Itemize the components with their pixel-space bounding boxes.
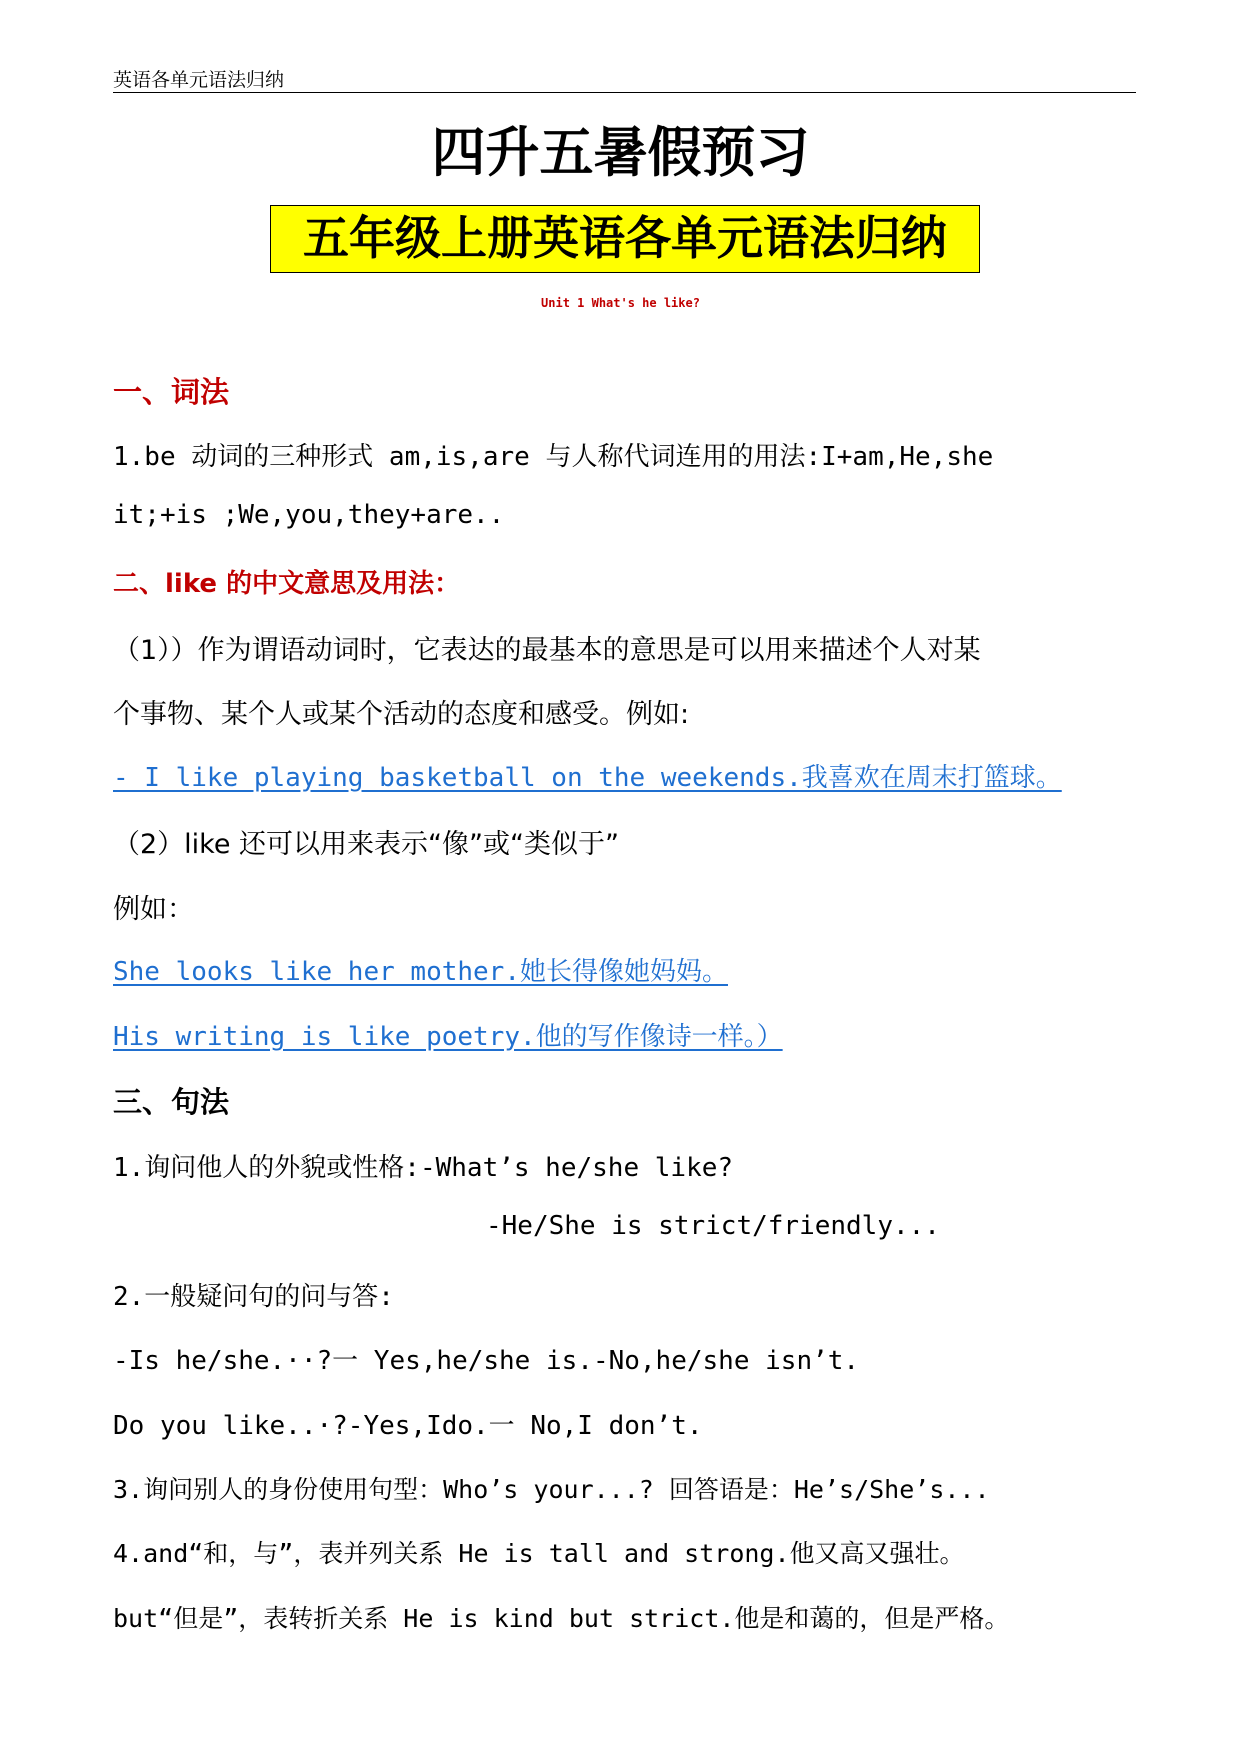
body-line: but“但是”，表转折关系 He is kind but strict.他是和蔼的，但是严格。 bbox=[113, 1604, 1010, 1633]
body-line: it;+is ;We,you,they+are.. bbox=[113, 500, 505, 530]
unit-title: Unit 1 What's he like? bbox=[541, 296, 700, 310]
body-line: Do you like..·?-Yes,Ido.一 No,I don’t. bbox=[113, 1411, 703, 1441]
body-line: 1.询问他人的外貌或性格:-What’s he/she like? bbox=[113, 1153, 734, 1183]
body-line: 例如： bbox=[113, 894, 194, 925]
example-sentence: - I like playing basketball on the weekends.我喜欢在周末打篮球。 bbox=[113, 763, 1062, 793]
body-line: 4.and“和，与”，表并列关系 He is tall and strong.他又高又强壮。 bbox=[113, 1539, 965, 1568]
body-line: （2）like 还可以用来表示“像”或“类似于” bbox=[113, 829, 619, 860]
section-heading-syntax: 三、句法 bbox=[113, 1085, 230, 1119]
document-title: 四升五暑假预习 bbox=[431, 121, 810, 184]
example-sentence: She looks like her mother.她长得像她妈妈。 bbox=[113, 957, 728, 987]
body-line: 个事物、某个人或某个活动的态度和感受。例如: bbox=[113, 699, 690, 730]
example-sentence: His writing is like poetry.他的写作像诗一样。） bbox=[113, 1022, 783, 1052]
body-line: 1.be 动词的三种形式 am,is,are 与人称代词连用的用法:I+am,He,she bbox=[113, 442, 994, 472]
highlighted-subtitle: 五年级上册英语各单元语法归纳 bbox=[270, 205, 980, 273]
section-heading-vocabulary: 一、词法 bbox=[113, 375, 230, 409]
body-line: 3.询问别人的身份使用句型：Who’s your...? 回答语是：He’s/She’s... bbox=[113, 1475, 990, 1504]
body-line: -Is he/she.··?一 Yes,he/she is.-No,he/she isn’t. bbox=[113, 1346, 860, 1376]
body-line: （1））作为谓语动词时，它表达的最基本的意思是可以用来描述个人对某 bbox=[113, 635, 981, 666]
page-header: 英语各单元语法归纳 bbox=[113, 69, 285, 91]
header-divider bbox=[113, 92, 1136, 93]
section-heading-like: 二、like 的中文意思及用法： bbox=[113, 569, 461, 599]
body-line-indented: -He/She is strict/friendly... bbox=[486, 1211, 940, 1241]
body-line: 2.一般疑问句的问与答: bbox=[113, 1282, 394, 1312]
